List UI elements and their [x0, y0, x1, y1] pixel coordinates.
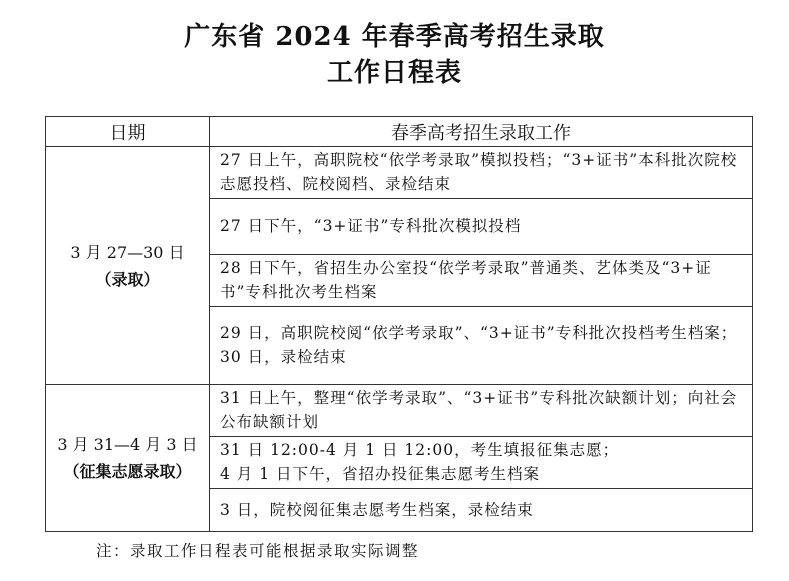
task-cell: 31 日 12:00-4 月 1 日 12:00，考生填报征集志愿； 4 月 1 日下午，省招办投征集志愿考生档案 [210, 437, 753, 489]
table-row [46, 385, 753, 437]
date-range: 3 月 31—4 月 3 日 [57, 435, 198, 454]
table-header-row [46, 117, 753, 147]
date-cell-admission [46, 147, 210, 385]
footnote: 注：录取工作日程表可能根据录取实际调整 [96, 542, 420, 560]
task-cell: 29 日，高职院校阅“依学考录取”、“3+证书”专科批次投档考生档案； 30 日，录检结束 [210, 307, 753, 385]
schedule-table [45, 116, 753, 532]
date-cell-supplementary [46, 385, 210, 532]
task-cell: 3 日，院校阅征集志愿考生档案，录检结束 [210, 489, 753, 532]
header-work: 春季高考招生录取工作 [210, 117, 753, 147]
date-range: 3 月 27—30 日 [70, 242, 185, 262]
stage-label: （征集志愿录取） [63, 462, 192, 481]
stage-label: （录取） [95, 269, 160, 289]
task-cell: 31 日上午，整理“依学考录取”、“3+证书”专科批次缺额计划；向社会公布缺额计划 [210, 385, 753, 437]
page-title: 广东省 2024 年春季高考招生录取 [184, 22, 605, 52]
task-cell: 27 日上午，高职院校“依学考录取”模拟投档；“3+证书”本科批次院校志愿投档、院校阅档、录检结束 [210, 147, 753, 199]
task-cell: 28 日下午，省招生办公室投“依学考录取”普通类、艺体类及“3+证书”专科批次考生档案 [210, 255, 753, 307]
table-row [46, 147, 753, 199]
task-cell: 27 日下午，“3+证书”专科批次模拟投档 [210, 199, 753, 255]
page-subtitle: 工作日程表 [326, 58, 462, 88]
header-date: 日期 [46, 117, 210, 147]
